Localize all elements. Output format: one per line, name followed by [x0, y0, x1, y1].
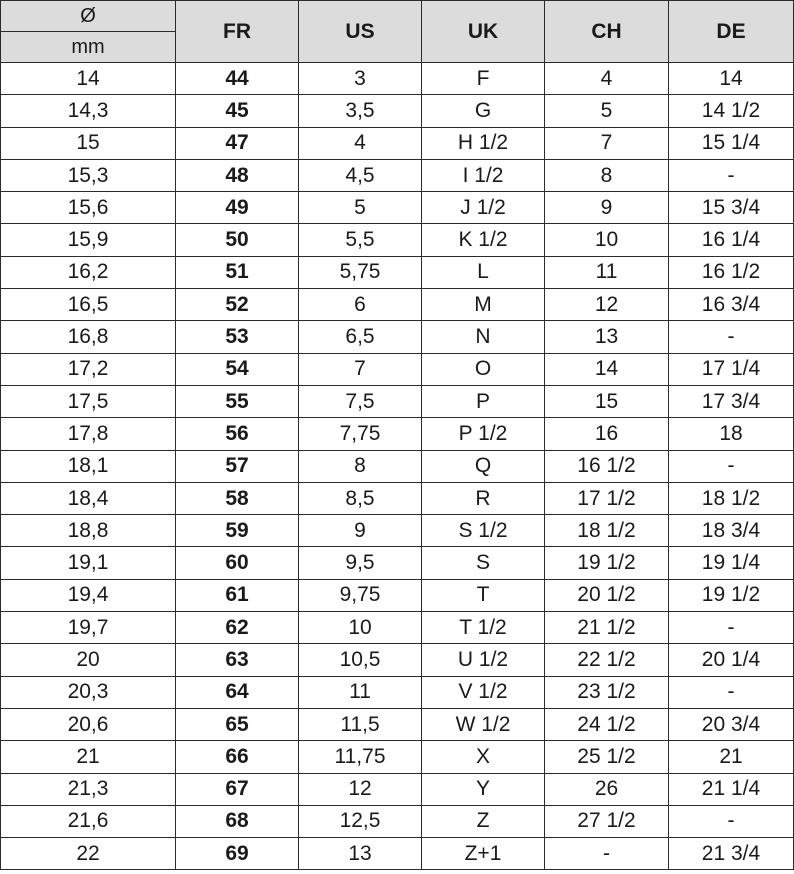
cell-fr: 65: [176, 708, 299, 740]
cell-us: 10,5: [299, 644, 422, 676]
cell-uk: T: [422, 579, 545, 611]
cell-uk: K 1/2: [422, 224, 545, 256]
cell-fr: 64: [176, 676, 299, 708]
cell-de: 16 3/4: [669, 289, 794, 321]
cell-us: 9,75: [299, 579, 422, 611]
cell-uk: N: [422, 321, 545, 353]
table-row: [1, 838, 794, 870]
cell-uk: X: [422, 741, 545, 773]
cell-diameter: 15,6: [1, 192, 176, 224]
cell-ch: 11: [545, 256, 669, 288]
cell-uk: F: [422, 63, 545, 95]
cell-us: 3,5: [299, 95, 422, 127]
cell-us: 10: [299, 612, 422, 644]
cell-us: 9,5: [299, 547, 422, 579]
cell-de: 21 3/4: [669, 838, 794, 870]
table-row: [1, 418, 794, 450]
cell-diameter: 16,8: [1, 321, 176, 353]
cell-ch: 4: [545, 63, 669, 95]
cell-de: 19 1/4: [669, 547, 794, 579]
cell-fr: 52: [176, 289, 299, 321]
cell-fr: 57: [176, 450, 299, 482]
cell-us: 11: [299, 676, 422, 708]
cell-diameter: 19,4: [1, 579, 176, 611]
cell-diameter: 19,7: [1, 612, 176, 644]
cell-us: 3: [299, 63, 422, 95]
cell-fr: 49: [176, 192, 299, 224]
cell-ch: 25 1/2: [545, 741, 669, 773]
cell-ch: 5: [545, 95, 669, 127]
cell-ch: 19 1/2: [545, 547, 669, 579]
cell-ch: 27 1/2: [545, 805, 669, 837]
cell-uk: O: [422, 353, 545, 385]
table-row: [1, 741, 794, 773]
cell-uk: S: [422, 547, 545, 579]
table-row: [1, 579, 794, 611]
cell-de: 15 1/4: [669, 127, 794, 159]
cell-us: 9: [299, 515, 422, 547]
cell-us: 8: [299, 450, 422, 482]
cell-uk: H 1/2: [422, 127, 545, 159]
cell-ch: 22 1/2: [545, 644, 669, 676]
cell-diameter: 20: [1, 644, 176, 676]
table-row: [1, 708, 794, 740]
cell-ch: 9: [545, 192, 669, 224]
cell-uk: P: [422, 385, 545, 417]
table-row: [1, 127, 794, 159]
cell-fr: 51: [176, 256, 299, 288]
cell-de: 16 1/2: [669, 256, 794, 288]
table-header: [1, 1, 794, 63]
cell-us: 6: [299, 289, 422, 321]
header-diameter-symbol: Ø: [1, 1, 176, 32]
cell-uk: I 1/2: [422, 159, 545, 191]
cell-fr: 68: [176, 805, 299, 837]
cell-ch: 23 1/2: [545, 676, 669, 708]
table-row: [1, 159, 794, 191]
cell-fr: 48: [176, 159, 299, 191]
table-row: [1, 482, 794, 514]
header-uk: UK: [422, 1, 545, 63]
cell-diameter: 16,2: [1, 256, 176, 288]
cell-uk: U 1/2: [422, 644, 545, 676]
cell-ch: 7: [545, 127, 669, 159]
cell-ch: 16 1/2: [545, 450, 669, 482]
cell-fr: 50: [176, 224, 299, 256]
cell-de: 14: [669, 63, 794, 95]
cell-ch: 20 1/2: [545, 579, 669, 611]
cell-uk: V 1/2: [422, 676, 545, 708]
cell-de: -: [669, 612, 794, 644]
table-row: [1, 95, 794, 127]
cell-ch: 24 1/2: [545, 708, 669, 740]
table-row: [1, 256, 794, 288]
cell-us: 4,5: [299, 159, 422, 191]
cell-us: 13: [299, 838, 422, 870]
cell-fr: 61: [176, 579, 299, 611]
cell-us: 6,5: [299, 321, 422, 353]
cell-ch: 17 1/2: [545, 482, 669, 514]
cell-de: -: [669, 450, 794, 482]
cell-us: 7: [299, 353, 422, 385]
cell-us: 5,5: [299, 224, 422, 256]
cell-fr: 54: [176, 353, 299, 385]
cell-diameter: 15,9: [1, 224, 176, 256]
cell-de: 18: [669, 418, 794, 450]
cell-fr: 62: [176, 612, 299, 644]
cell-de: 17 3/4: [669, 385, 794, 417]
cell-fr: 58: [176, 482, 299, 514]
cell-diameter: 18,4: [1, 482, 176, 514]
cell-diameter: 17,8: [1, 418, 176, 450]
cell-fr: 67: [176, 773, 299, 805]
cell-uk: W 1/2: [422, 708, 545, 740]
cell-de: 18 3/4: [669, 515, 794, 547]
cell-uk: Z+1: [422, 838, 545, 870]
cell-ch: 13: [545, 321, 669, 353]
cell-diameter: 20,3: [1, 676, 176, 708]
cell-uk: S 1/2: [422, 515, 545, 547]
cell-diameter: 17,2: [1, 353, 176, 385]
cell-diameter: 14: [1, 63, 176, 95]
cell-us: 8,5: [299, 482, 422, 514]
cell-fr: 55: [176, 385, 299, 417]
cell-ch: 16: [545, 418, 669, 450]
table-row: [1, 224, 794, 256]
cell-diameter: 19,1: [1, 547, 176, 579]
table-row: [1, 805, 794, 837]
cell-de: 16 1/4: [669, 224, 794, 256]
cell-diameter: 16,5: [1, 289, 176, 321]
cell-uk: Q: [422, 450, 545, 482]
cell-de: 14 1/2: [669, 95, 794, 127]
cell-diameter: 15: [1, 127, 176, 159]
cell-de: 15 3/4: [669, 192, 794, 224]
table-row: [1, 612, 794, 644]
table-row: [1, 192, 794, 224]
cell-ch: 10: [545, 224, 669, 256]
table-row: [1, 353, 794, 385]
cell-fr: 63: [176, 644, 299, 676]
table-row: [1, 515, 794, 547]
cell-diameter: 21,3: [1, 773, 176, 805]
table-row: [1, 644, 794, 676]
cell-diameter: 18,8: [1, 515, 176, 547]
cell-de: 17 1/4: [669, 353, 794, 385]
cell-de: -: [669, 159, 794, 191]
cell-uk: Z: [422, 805, 545, 837]
cell-ch: 18 1/2: [545, 515, 669, 547]
cell-de: 19 1/2: [669, 579, 794, 611]
cell-fr: 45: [176, 95, 299, 127]
cell-uk: G: [422, 95, 545, 127]
cell-uk: L: [422, 256, 545, 288]
cell-uk: P 1/2: [422, 418, 545, 450]
cell-diameter: 18,1: [1, 450, 176, 482]
cell-fr: 59: [176, 515, 299, 547]
cell-fr: 60: [176, 547, 299, 579]
cell-uk: M: [422, 289, 545, 321]
cell-de: 20 3/4: [669, 708, 794, 740]
cell-diameter: 22: [1, 838, 176, 870]
cell-us: 12: [299, 773, 422, 805]
table-row: [1, 63, 794, 95]
cell-us: 5: [299, 192, 422, 224]
header-diameter-unit: mm: [1, 32, 176, 63]
table-row: [1, 450, 794, 482]
cell-ch: 12: [545, 289, 669, 321]
cell-diameter: 14,3: [1, 95, 176, 127]
cell-us: 11,75: [299, 741, 422, 773]
header-us: US: [299, 1, 422, 63]
cell-de: 21: [669, 741, 794, 773]
cell-fr: 44: [176, 63, 299, 95]
cell-de: -: [669, 805, 794, 837]
cell-us: 11,5: [299, 708, 422, 740]
cell-ch: 15: [545, 385, 669, 417]
cell-uk: J 1/2: [422, 192, 545, 224]
cell-ch: 21 1/2: [545, 612, 669, 644]
cell-us: 4: [299, 127, 422, 159]
cell-ch: 14: [545, 353, 669, 385]
cell-ch: -: [545, 838, 669, 870]
cell-fr: 56: [176, 418, 299, 450]
cell-diameter: 21: [1, 741, 176, 773]
header-fr: FR: [176, 1, 299, 63]
cell-fr: 66: [176, 741, 299, 773]
cell-us: 7,75: [299, 418, 422, 450]
cell-uk: Y: [422, 773, 545, 805]
table-row: [1, 676, 794, 708]
cell-us: 5,75: [299, 256, 422, 288]
table-row: [1, 547, 794, 579]
cell-fr: 53: [176, 321, 299, 353]
cell-diameter: 21,6: [1, 805, 176, 837]
cell-uk: R: [422, 482, 545, 514]
table-row: [1, 773, 794, 805]
cell-diameter: 15,3: [1, 159, 176, 191]
cell-de: 20 1/4: [669, 644, 794, 676]
cell-de: -: [669, 676, 794, 708]
cell-us: 12,5: [299, 805, 422, 837]
table-row: [1, 385, 794, 417]
cell-fr: 69: [176, 838, 299, 870]
cell-uk: T 1/2: [422, 612, 545, 644]
cell-fr: 47: [176, 127, 299, 159]
cell-de: 18 1/2: [669, 482, 794, 514]
table-row: [1, 289, 794, 321]
table-body: [1, 63, 794, 870]
cell-de: -: [669, 321, 794, 353]
cell-de: 21 1/4: [669, 773, 794, 805]
header-de: DE: [669, 1, 794, 63]
cell-ch: 26: [545, 773, 669, 805]
cell-ch: 8: [545, 159, 669, 191]
table-row: [1, 321, 794, 353]
cell-us: 7,5: [299, 385, 422, 417]
header-ch: CH: [545, 1, 669, 63]
cell-diameter: 17,5: [1, 385, 176, 417]
cell-diameter: 20,6: [1, 708, 176, 740]
